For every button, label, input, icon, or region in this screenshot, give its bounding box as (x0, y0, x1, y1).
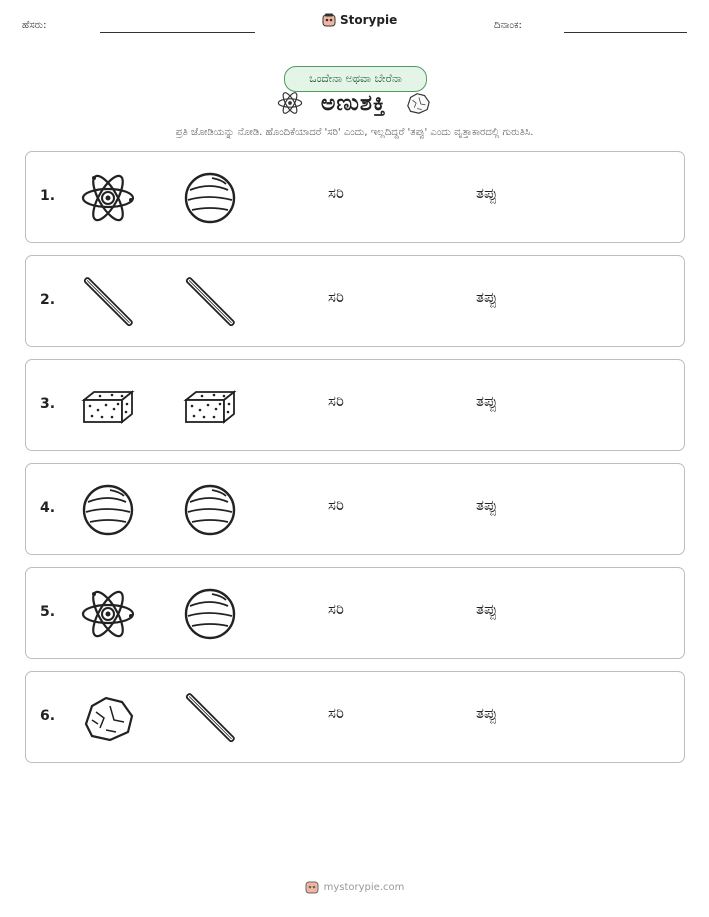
name-field-line[interactable] (100, 32, 255, 33)
true-option[interactable]: ಸರಿ (328, 288, 344, 306)
worksheet-header (0, 13, 709, 40)
false-option[interactable]: ತಪ್ಪು (476, 288, 498, 306)
instructions: ಪ್ರತಿ ಜೋಡಿಯನ್ನು ನೋಡಿ. ಹೊಂದಿಕೆಯಾದರೆ 'ಸರಿ' ಎಂದು, ಇಲ್ಲದಿದ್ದರೆ 'ತಪ್ಪು' ಎಂದು ವೃತ್ತಾಕಾರದಲ್ಲಿ ಗುರುತಿಸಿ. (175, 127, 534, 138)
page-title: ಅಣುಶಕ್ತಿ (320, 90, 387, 116)
atom-icon (80, 170, 136, 226)
false-option[interactable]: ತಪ್ಪು (476, 600, 498, 618)
name-label: ಹೆಸರು: (22, 20, 47, 31)
question-number: 4. (40, 500, 56, 516)
storypie-logo-icon (305, 880, 319, 894)
question-row (25, 671, 685, 763)
brand-name: Storypie (340, 13, 398, 27)
sponge-icon (80, 378, 136, 434)
question-row (25, 151, 685, 243)
title-row (0, 90, 709, 116)
rock-icon (80, 690, 136, 746)
question-number: 2. (40, 292, 56, 308)
sphere-icon (182, 482, 238, 538)
sponge-icon (182, 378, 238, 434)
rod-icon (182, 690, 238, 746)
footer-site: mystorypie.com (323, 881, 405, 893)
question-number: 6. (40, 708, 56, 724)
sphere-icon (80, 482, 136, 538)
false-option[interactable]: ತಪ್ಪು (476, 392, 498, 410)
question-row (25, 359, 685, 451)
question-row (25, 463, 685, 555)
true-option[interactable]: ಸರಿ (328, 392, 344, 410)
question-number: 3. (40, 396, 56, 412)
date-field-line[interactable] (564, 32, 687, 33)
sphere-icon (182, 586, 238, 642)
true-option[interactable]: ಸರಿ (328, 600, 344, 618)
rod-icon (80, 274, 136, 330)
false-option[interactable]: ತಪ್ಪು (476, 496, 498, 514)
rod-icon (182, 274, 238, 330)
brand-logo (322, 13, 397, 27)
question-row (25, 255, 685, 347)
question-number: 1. (40, 188, 56, 204)
question-number: 5. (40, 604, 56, 620)
true-option[interactable]: ಸರಿ (328, 496, 344, 514)
sphere-icon (182, 170, 238, 226)
false-option[interactable]: ತಪ್ಪು (476, 184, 498, 202)
true-option[interactable]: ಸರಿ (328, 184, 344, 202)
true-option[interactable]: ಸರಿ (328, 704, 344, 722)
false-option[interactable]: ತಪ್ಪು (476, 704, 498, 722)
storypie-logo-icon (322, 13, 336, 27)
date-label: ದಿನಾಂಕ: (494, 20, 522, 31)
rock-icon (404, 90, 432, 116)
atom-icon (277, 90, 303, 116)
activity-badge: ಒಂದೇನಾ ಅಥವಾ ಬೇರೆನಾ (284, 66, 427, 92)
footer (0, 880, 709, 894)
atom-icon (80, 586, 136, 642)
question-row (25, 567, 685, 659)
